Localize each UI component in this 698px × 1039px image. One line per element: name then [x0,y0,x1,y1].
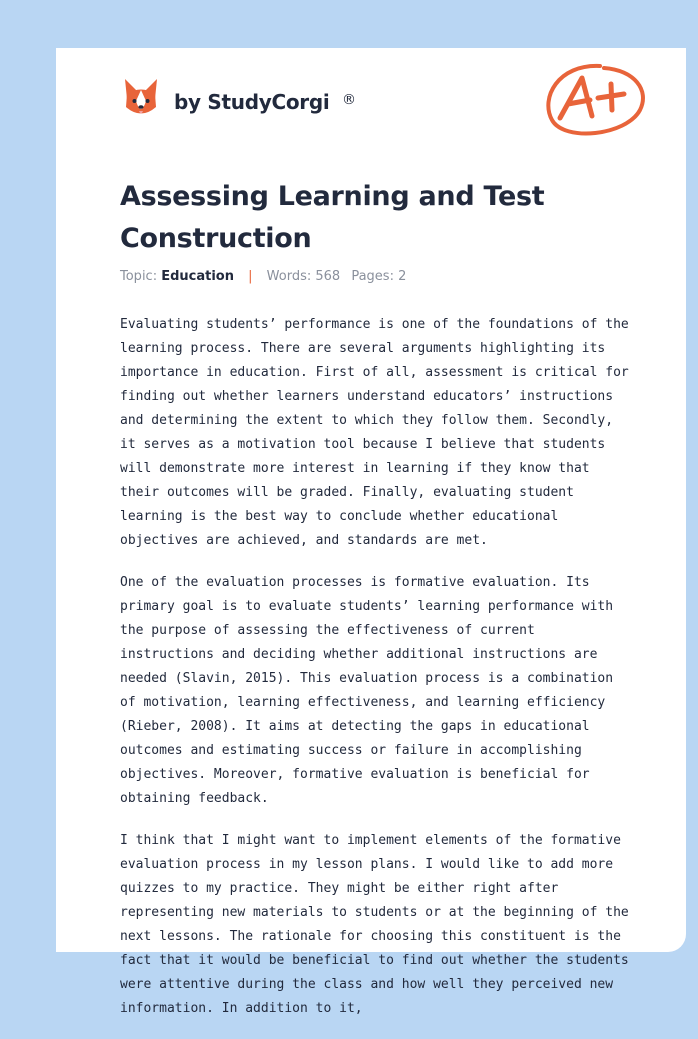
corgi-logo-icon [122,77,160,121]
word-count: Words: 568 [266,269,341,284]
topic-label: Topic: [120,269,158,284]
paragraph: Evaluating students’ performance is one of the foundations of the learning process. There are several arguments highlighting its importance in education. First of all, assessment is critical for finding out whether learners understand educators’ instructions and determining the extent to which they follow them. Secondly, it serves as a motivation tool because I believe that students will demonstrate more interest in learning if they know that their outcomes will be graded. Finally, evaluating student learning is the best way to conclude whether educational objectives are achieved, and standards are met. [120,317,629,548]
document-page [56,48,686,1016]
document-meta [120,269,406,284]
document-body [120,313,635,1039]
registered-mark: ® [342,92,356,108]
page-count: Pages: 2 [351,269,407,284]
paragraph: I think that I might want to implement elements of the formative evaluation process in my lesson plans. I would like to add more quizzes to my practice. They might be either right after representing new materials to students or at the beginning of the next lessons. The rationale for choosing this constituent is the fact that it would be beneficial to find out whether the students were attentive during the class and how well they perceived new information. In addition to it, [120,833,629,1016]
meta-separator: | [248,269,253,284]
a-plus-grade-icon [538,58,648,140]
brand-name: by StudyCorgi [174,90,330,114]
paragraph: One of the evaluation processes is formative evaluation. Its primary goal is to evaluate students’ learning performance with the purpose of assessing the effectiveness of current instructions and deciding whether additional instructions are needed (Slavin, 2015). This evaluation process is a combination of motivation, learning effectiveness, and learning efficiency (Rieber, 2008). It aims at detecting the gaps in educational outcomes and estimating success or failure in accomplishing objectives. Moreover, formative evaluation is beneficial for obtaining feedback. [120,575,614,806]
brand-logo[interactable] [122,76,329,122]
topic-link[interactable]: Education [161,269,234,284]
document-title: Assessing Learning and Test Construction [120,181,545,254]
